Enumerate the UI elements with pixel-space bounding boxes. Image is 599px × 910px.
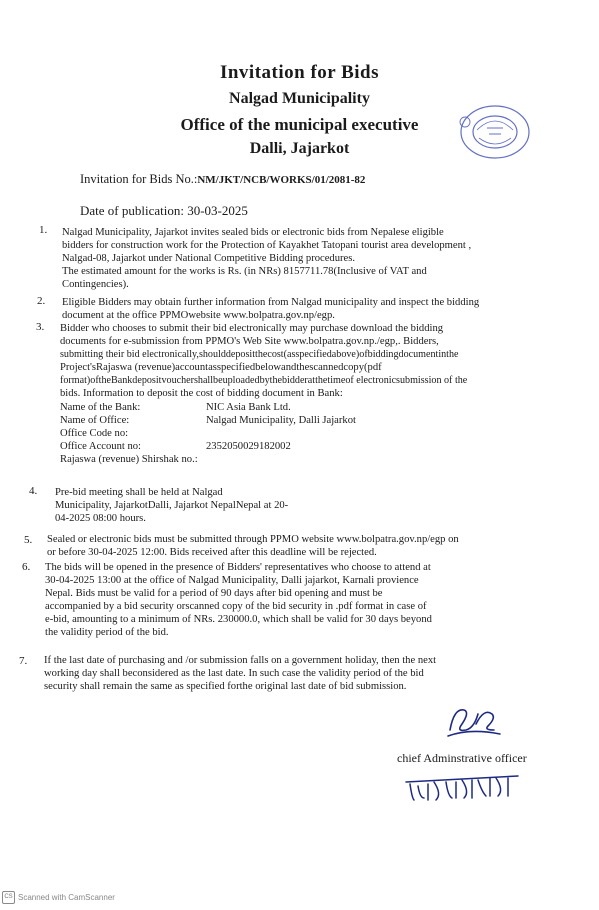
municipal-seal-stamp xyxy=(447,100,543,164)
text-line: Pre-bid meeting shall be held at Nalgad xyxy=(55,487,223,498)
scanner-watermark xyxy=(2,891,115,904)
bank-row xyxy=(60,440,467,453)
bank-row-value: 2352050029182002 xyxy=(206,440,291,452)
text-line: the validity period of the bid. xyxy=(45,627,169,639)
item-number: 5. xyxy=(24,534,33,546)
publication-date-value: 30-03-2025 xyxy=(187,203,248,218)
text-line: security shall remain the same as specified forthe original last date of bid submission. xyxy=(44,681,407,693)
item-7-text xyxy=(44,654,436,693)
item-number: 2. xyxy=(37,295,46,307)
office-name: Office of the municipal executive xyxy=(180,115,419,134)
item-5-text xyxy=(47,533,459,559)
bank-row-value: NIC Asia Bank Ltd. xyxy=(206,401,291,413)
item-6-text xyxy=(45,561,432,640)
bank-row xyxy=(60,401,467,414)
bank-row-key: Rajaswa (revenue) Shirshak no.: xyxy=(60,453,198,465)
bank-row-key: Office Account no: xyxy=(60,440,141,452)
bank-row-key: Name of the Bank: xyxy=(60,401,141,413)
text-line: bidders for construction work for the Protection of Kayakhet Tatopani tourist area development , xyxy=(62,240,472,252)
text-line: Sealed or electronic bids must be submitted through PPMO website www.bolpatra.gov.np/egp on xyxy=(47,534,459,545)
office-location: Dalli, Jajarkot xyxy=(249,140,350,157)
scanner-text: Scanned with CamScanner xyxy=(18,893,115,902)
bank-row xyxy=(60,427,467,440)
text-line: documents for e-submission from PPMO's Web Site www.bolpatra.gov.np./egp,. Bidders, xyxy=(60,336,439,348)
bank-row-key: Name of Office: xyxy=(60,414,130,426)
bank-row xyxy=(60,414,467,427)
publication-date-label: Date of publication: xyxy=(80,203,184,218)
bid-reference xyxy=(80,172,365,187)
text-line: Eligible Bidders may obtain further information from Nalgad municipality and inspect the bidding xyxy=(62,297,480,308)
text-line: The bids will be opened in the presence of Bidders' representatives who choose to attend at xyxy=(45,562,431,573)
text-line: Nalgad Municipality, Jajarkot invites sealed bids or electronic bids from Nepalese eligible xyxy=(62,227,444,238)
item-3-text xyxy=(60,322,467,466)
text-line: e-bid, amounting to a minimum of NRs. 230000.0, which shall be valid for 30 days beyond xyxy=(45,614,432,626)
text-line: 30-04-2025 13:00 at the office of Nalgad Municipality, Dalli jajarkot, Karnali provience xyxy=(45,575,419,587)
item-4-text xyxy=(55,486,288,525)
text-line: Contingencies). xyxy=(62,279,129,291)
text-line: If the last date of purchasing and /or submission falls on a government holiday, then the next xyxy=(44,655,437,666)
text-line: Nepal. Bids must be valid for a period of 90 days after bid opening and must be xyxy=(45,588,383,600)
bank-row-value: Nalgad Municipality, Dalli Jajarkot xyxy=(206,414,356,426)
signatory-title: chief Adminstrative officer xyxy=(397,751,527,765)
text-line: submitting their bid electronically,shoulddepositthecost(asspecifiedabove)ofbiddingdocumentinthe xyxy=(60,349,459,361)
bid-reference-number: NM/JKT/NCB/WORKS/01/2081-82 xyxy=(197,174,366,186)
text-line: Nalgad-08, Jajarkot under National Competitive Bidding procedures. xyxy=(62,253,356,265)
text-line: format)oftheBankdepositvouchershallbeuploadedbythebidderatthetimeof electronicsubmission of the xyxy=(60,375,468,387)
item-2-text xyxy=(62,296,479,322)
text-line: The estimated amount for the works is Rs. (in NRs) 8157711.78(Inclusive of VAT and xyxy=(62,266,427,278)
publication-date xyxy=(80,203,248,219)
text-line: Bidder who chooses to submit their bid electronically may purchase download the bidding xyxy=(60,323,444,334)
bank-row xyxy=(60,453,467,466)
item-number: 4. xyxy=(29,485,38,497)
bank-row-key: Office Code no: xyxy=(60,427,129,439)
text-line: Project'sRajaswa (revenue)accountasspecifiedbelowandthescannedcopy(pdf xyxy=(60,362,382,374)
item-number: 6. xyxy=(22,561,31,573)
text-line: document at the office PPMOwebsite www.bolpatra.gov.np/egp. xyxy=(62,310,335,322)
text-line: 04-2025 08:00 hours. xyxy=(55,513,146,525)
handwritten-signature xyxy=(440,700,506,748)
officer-stamp xyxy=(402,768,522,808)
text-line: accompanied by a bid security orscanned copy of the bid security in .pdf format in case of xyxy=(45,601,427,613)
camscanner-icon: CS xyxy=(2,891,15,904)
item-number: 1. xyxy=(39,224,48,236)
doc-title: Invitation for Bids xyxy=(219,62,380,83)
text-line: working day shall beconsidered as the last date. In such case the validity period of the bid xyxy=(44,668,424,680)
text-line: Municipality, JajarkotDalli, Jajarkot NepalNepal at 20- xyxy=(55,500,289,512)
bid-reference-label: Invitation for Bids No.: xyxy=(80,172,198,186)
item-1-text xyxy=(62,226,471,291)
municipality-name: Nalgad Municipality xyxy=(229,90,370,107)
item-number: 7. xyxy=(19,655,28,667)
text-line: or before 30-04-2025 12:00. Bids received after this deadline will be rejected. xyxy=(47,547,377,559)
text-line: bids. Information to deposit the cost of bidding document in Bank: xyxy=(60,388,343,400)
item-number: 3. xyxy=(36,321,45,333)
